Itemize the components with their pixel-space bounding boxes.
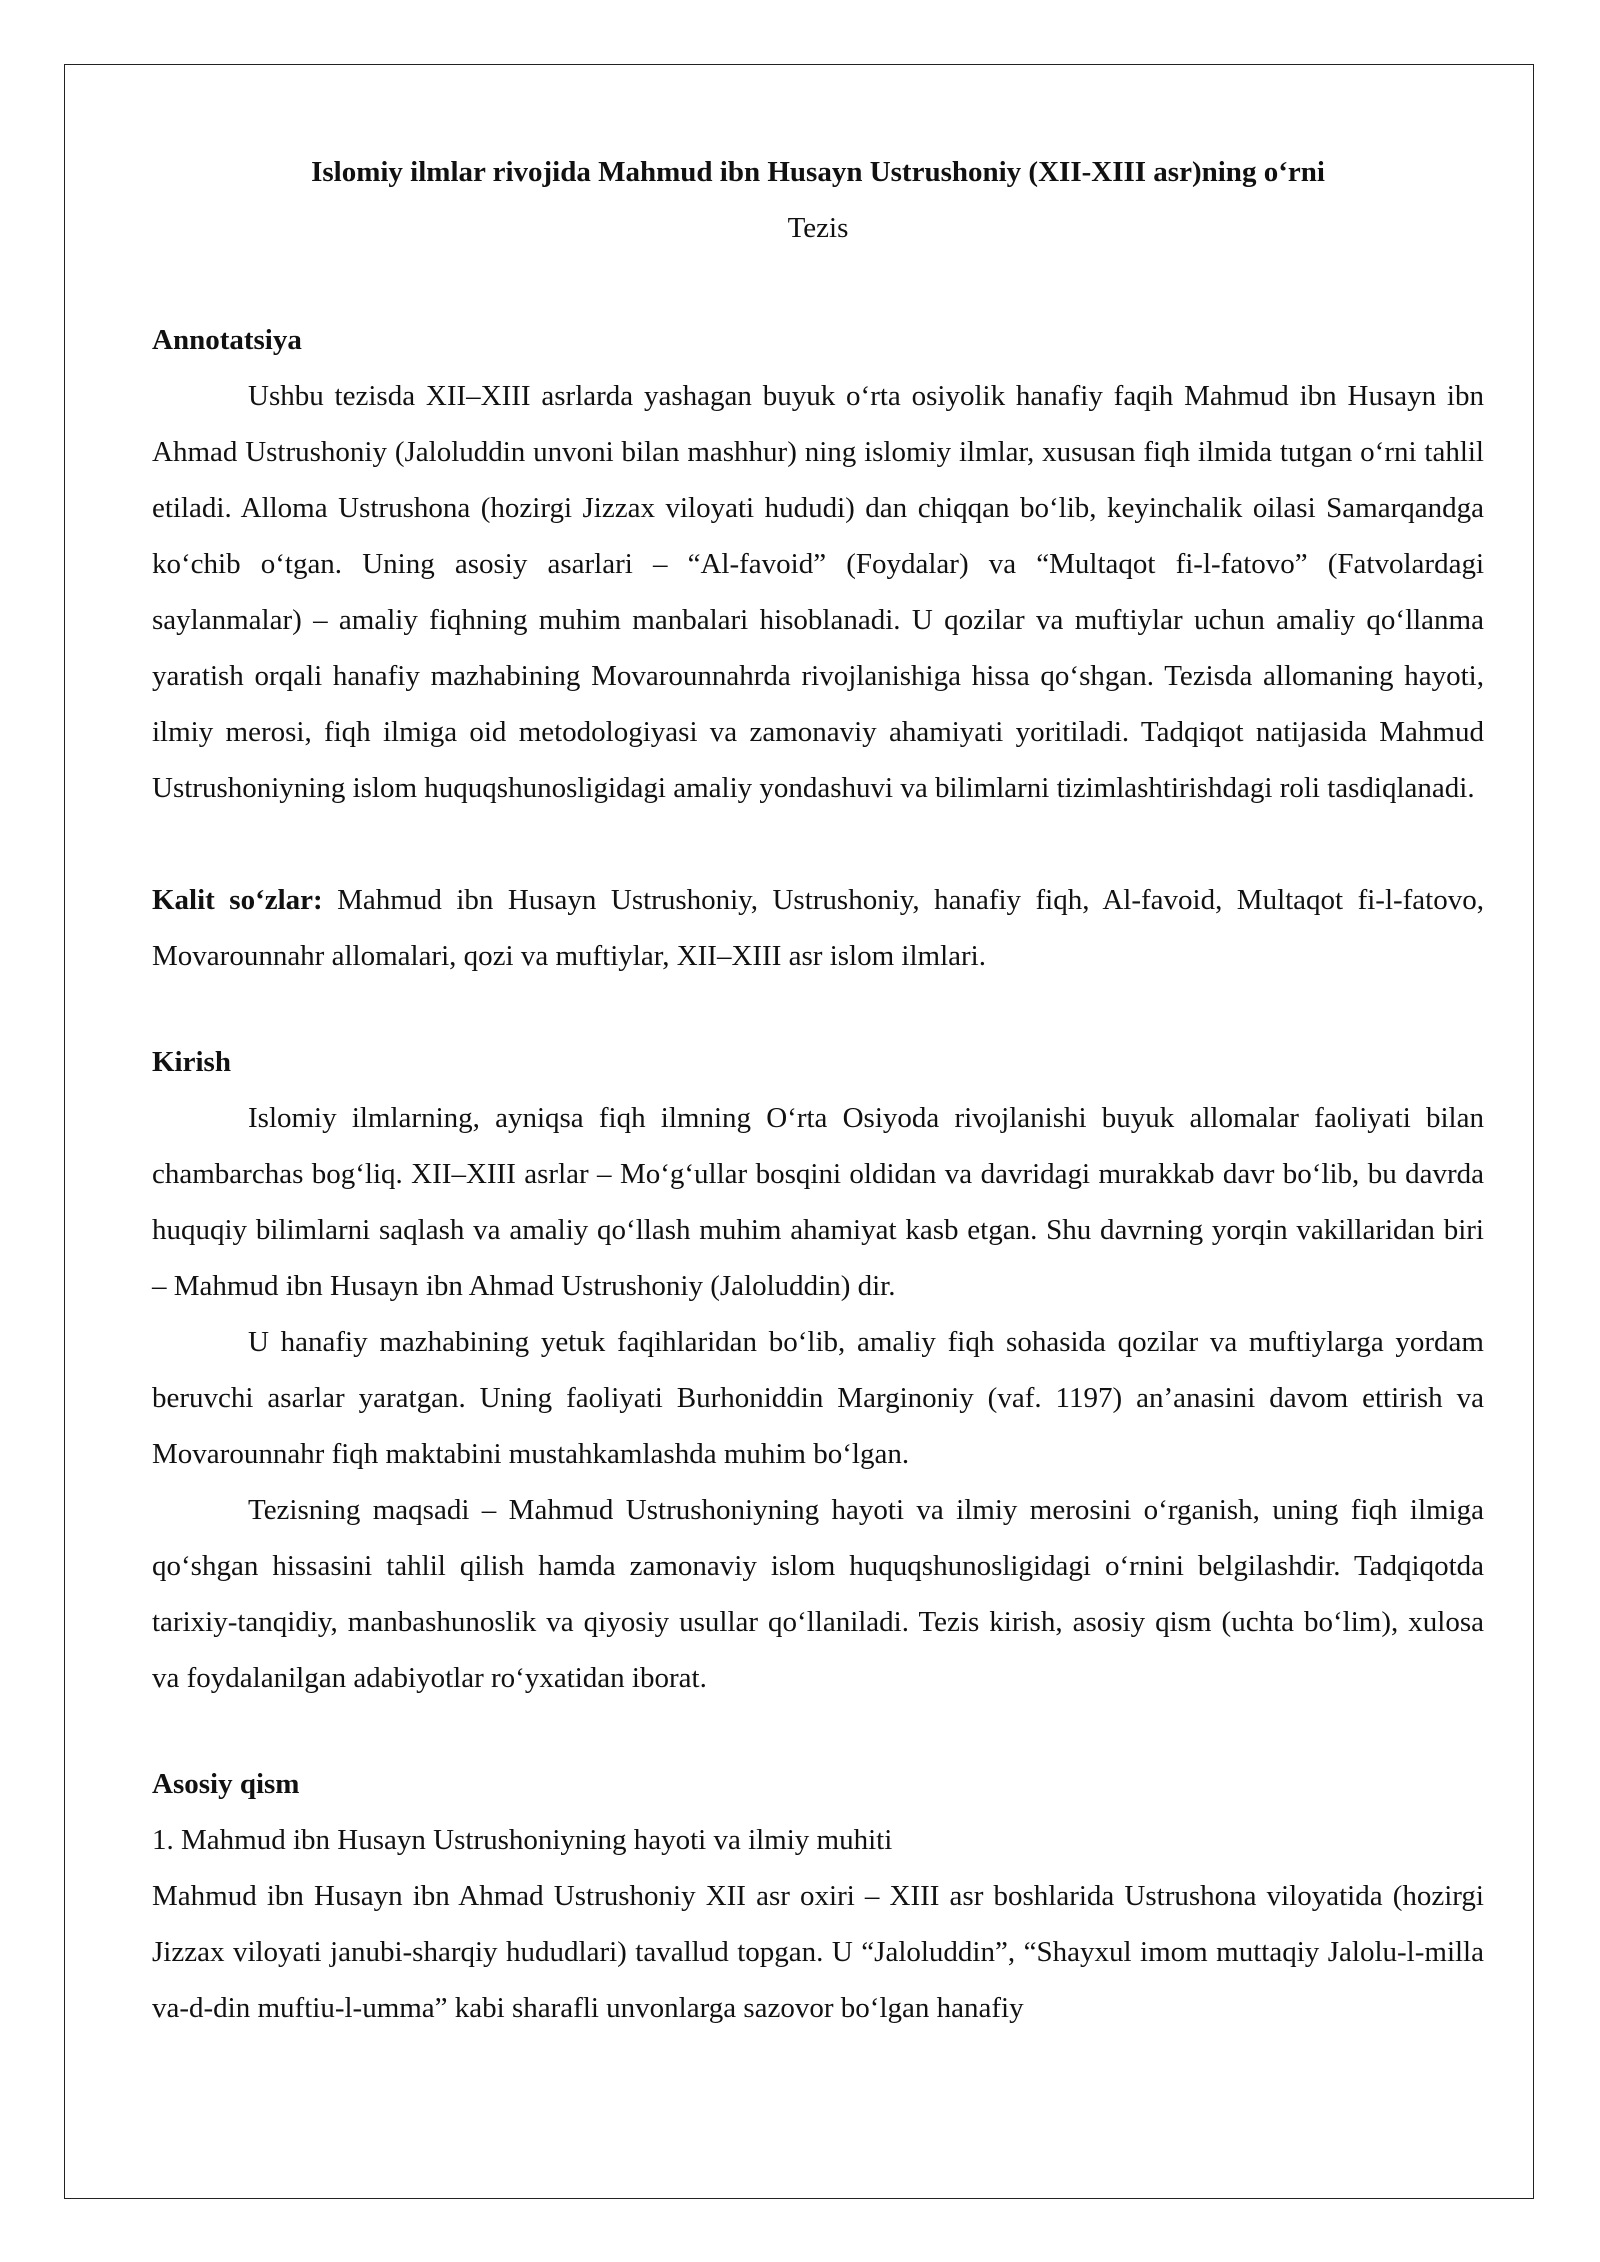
keywords-label: Kalit so‘zlar: xyxy=(152,884,323,916)
keywords-text: Mahmud ibn Husayn Ustrushoniy, Ustrushoniy, hanafiy fiqh, Al-favoid, Multaqot fi-l-fatovo, Movarounnahr allomalari, qozi va muftiylar, XII–XIII asr islom ilmlari. xyxy=(152,884,1484,972)
keywords-paragraph xyxy=(152,872,1484,984)
introduction-paragraph-2: U hanafiy mazhabining yetuk faqihlaridan bo‘lib, amaliy fiqh sohasida qozilar va muftiylarga yordam beruvchi asarlar yaratgan. Uning faoliyati Burhoniddin Marginoniy (vaf. 1197) an’anasini davom ettirish va Movarounnahr fiqh maktabini mustahkamlashda muhim bo‘lgan. xyxy=(152,1326,1484,1470)
section-1-text: Mahmud ibn Husayn ibn Ahmad Ustrushoniy XII asr oxiri – XIII asr boshlarida Ustrushona viloyatida (hozirgi Jizzax viloyati janubi-sharqiy hududlari) tavallud topgan. U “Jaloluddin”, “Shayxul imom muttaqiy Jalolu-l-milla va-d-din muftiu-l-umma” kabi sharafli unvonlarga sazovor bo‘lgan hanafiy xyxy=(152,1880,1484,2024)
introduction-heading: Kirish xyxy=(152,1046,231,1078)
main-heading: Asosiy qism xyxy=(152,1768,300,1800)
document-subtitle: Tezis xyxy=(787,212,849,244)
introduction-paragraph-3: Tezisning maqsadi – Mahmud Ustrushoniyning hayoti va ilmiy merosini o‘rganish, uning fiqh ilmiga qo‘shgan hissasini tahlil qilish hamda zamonaviy islom huquqshunosligidagi o‘rnini belgilashdir. Tadqiqotda tarixiy-tanqidiy, manbashunoslik va qiyosiy usullar qo‘llaniladi. Tezis kirish, asosiy qism (uchta bo‘lim), xulosa va foydalanilgan adabiyotlar ro‘yxatidan iborat. xyxy=(152,1494,1484,1694)
annotation-heading: Annotatsiya xyxy=(152,324,302,356)
section-1-title: 1. Mahmud ibn Husayn Ustrushoniyning hayoti va ilmiy muhiti xyxy=(152,1824,893,1856)
document-title: Islomiy ilmlar rivojida Mahmud ibn Husayn Ustrushoniy (XII-XIII asr)ning o‘rni xyxy=(311,156,1325,188)
introduction-paragraph-1: Islomiy ilmlarning, ayniqsa fiqh ilmning O‘rta Osiyoda rivojlanishi buyuk allomalar faoliyati bilan chambarchas bog‘liq. XII–XIII asrlar – Mo‘g‘ullar bosqini oldidan va davridagi murakkab davr bo‘lib, bu davrda huquqiy bilimlarni saqlash va amaliy qo‘llash muhim ahamiyat kasb etgan. Shu davrning yorqin vakillaridan biri – Mahmud ibn Husayn ibn Ahmad Ustrushoniy (Jaloluddin) dir. xyxy=(152,1102,1484,1302)
annotation-text: Ushbu tezisda XII–XIII asrlarda yashagan buyuk o‘rta osiyolik hanafiy faqih Mahmud ibn Husayn ibn Ahmad Ustrushoniy (Jaloluddin unvoni bilan mashhur) ning islomiy ilmlar, xususan fiqh ilmida tutgan o‘rni tahlil etiladi. Alloma Ustrushona (hozirgi Jizzax viloyati hududi) dan chiqqan bo‘lib, keyinchalik oilasi Samarqandga ko‘chib o‘tgan. Uning asosiy asarlari – “Al-favoid” (Foydalar) va “Multaqot fi-l-fatovo” (Fatvolardagi saylanmalar) – amaliy fiqhning muhim manbalari hisoblanadi. U qozilar va muftiylar uchun amaliy qo‘llanma yaratish orqali hanafiy mazhabining Movarounnahrda rivojlanishiga hissa qo‘shgan. Tezisda allomaning hayoti, ilmiy merosi, fiqh ilmiga oid metodologiyasi va zamonaviy ahamiyati yoritiladi. Tadqiqot natijasida Mahmud Ustrushoniyning islom huquqshunosligidagi amaliy yondashuvi va bilimlarni tizimlashtirishdagi roli tasdiqlanadi. xyxy=(152,380,1484,804)
